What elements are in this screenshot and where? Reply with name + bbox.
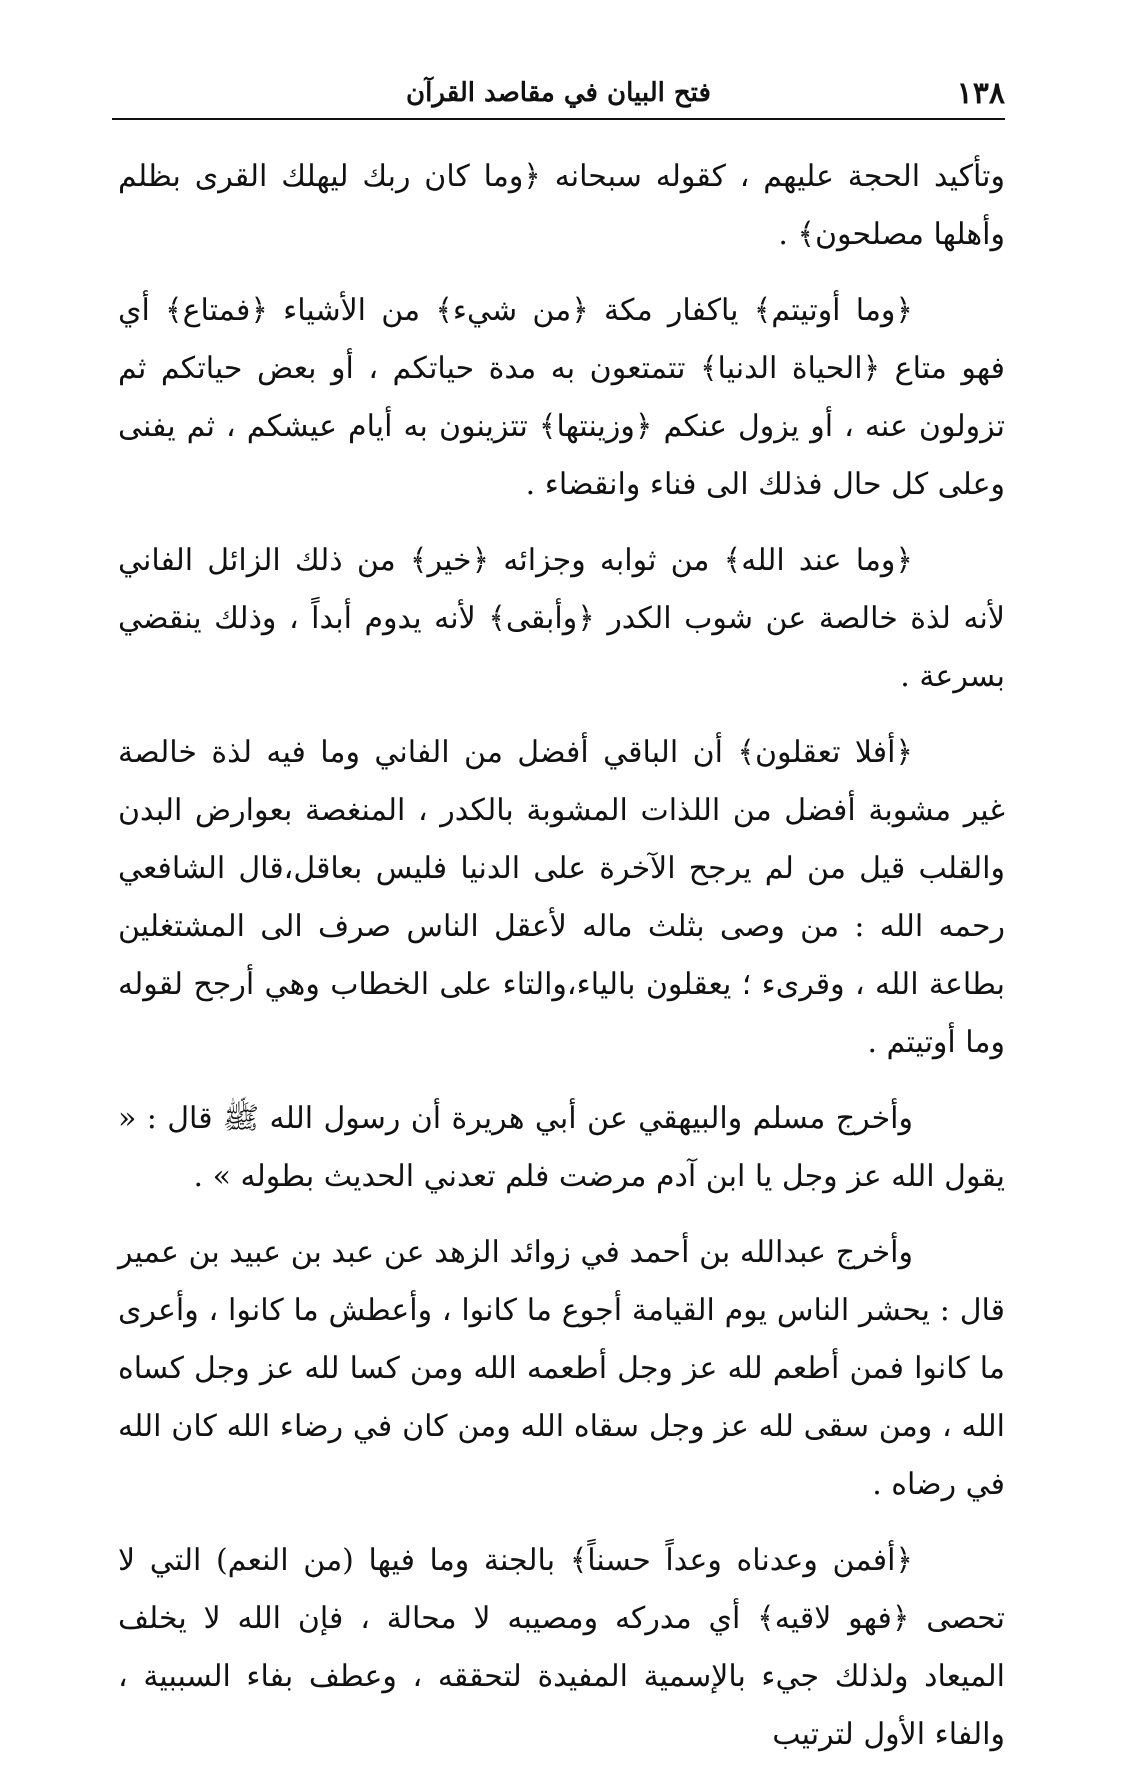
running-title: فتح البيان في مقاصد القرآن	[406, 78, 711, 108]
paragraph-6: وأخرج عبدالله بن أحمد في زوائد الزهد عن عبد بن عبيد بن عمير قال : يحشر الناس يوم القيامة أجوع ما كانوا ، وأعطش ما كانوا ، وأعرى ما كانوا فمن أطعم لله عز وجل أطعمه الله ومن كسا لله عز وجل كساه الله ، ومن سقى لله عز وجل سقاه الله ومن كان في رضاء الله كان الله في رضاه .	[118, 1235, 1005, 1502]
page-number: ١٣٨	[956, 76, 1005, 111]
paragraph-3: ﴿وما عند الله﴾ من ثوابه وجزائه ﴿خير﴾ من ذلك الزائل الفاني لأنه لذة خالصة عن شوب الكدر ﴿وأبقى﴾ لأنه يدوم أبداً ، وذلك ينقضي بسرعة .	[118, 543, 1005, 694]
paragraph-7: ﴿أفمن وعدناه وعداً حسناً﴾ بالجنة وما فيها (من النعم) التي لا تحصى ﴿فهو لاقيه﴾ أي مدركه ومصيبه لا محالة ، فإن الله لا يخلف الميعاد ولذلك جيء بالإسمية المفيدة لتحققه ، وعطف بفاء السببية ، والفاء الأول لترتيب	[118, 1543, 1005, 1752]
paragraph-5: وأخرج مسلم والبيهقي عن أبي هريرة أن رسول الله ﷺ قال : « يقول الله عز وجل يا ابن آدم مرضت فلم تعدني الحديث بطوله » .	[118, 1101, 1005, 1194]
paragraph-1: وتأكيد الحجة عليهم ، كقوله سبحانه ﴿وما كان ربك ليهلك القرى بظلم وأهلها مصلحون﴾ .	[118, 159, 1005, 252]
page-header	[112, 70, 1005, 120]
page-body	[118, 148, 1005, 1782]
paragraph-2: ﴿وما أوتيتم﴾ ياكفار مكة ﴿من شيء﴾ من الأشياء ﴿فمتاع﴾ أي فهو متاع ﴿الحياة الدنيا﴾ تتمتعون به مدة حياتكم ، أو بعض حياتكم ثم تزولون عنه ، أو يزول عنكم ﴿وزينتها﴾ تتزينون به أيام عيشكم ، ثم يفنى وعلى كل حال فذلك الى فناء وانقضاء .	[118, 293, 1005, 502]
paragraph-4: ﴿أفلا تعقلون﴾ أن الباقي أفضل من الفاني وما فيه لذة خالصة غير مشوبة أفضل من اللذات المشوبة بالكدر ، المنغصة بعوارض البدن والقلب قيل من لم يرجح الآخرة على الدنيا فليس بعاقل،قال الشافعي رحمه الله : من وصى بثلث ماله لأعقل الناس صرف الى المشتغلين بطاعة الله ، وقرىء ؛ يعقلون بالياء،والتاء على الخطاب وهي أرجح لقوله وما أوتيتم .	[118, 735, 1005, 1060]
